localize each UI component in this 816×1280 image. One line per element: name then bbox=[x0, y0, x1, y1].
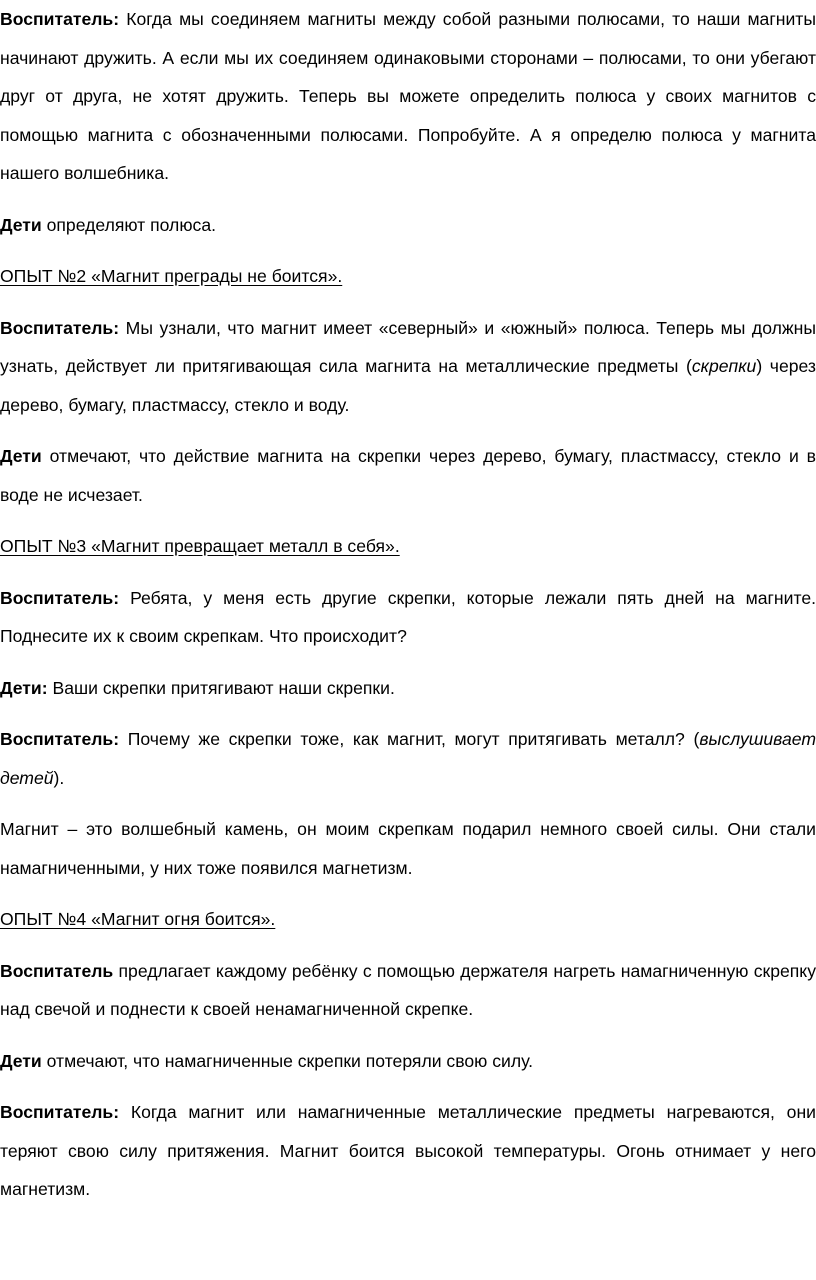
paragraph-text: отмечают, что намагниченные скрепки потеряли свою силу. bbox=[41, 1050, 534, 1071]
paragraph-text: Мы узнали, что магнит имеет «северный» и «южный» полюса. Теперь мы должны узнать, действует ли притягивающая сила магнита на металлические предметы ( bbox=[0, 317, 816, 376]
paragraph-children-lost-power bbox=[0, 1042, 816, 1081]
paragraph-children-note-barriers bbox=[0, 437, 816, 514]
paragraph-educator-conclusion bbox=[0, 1093, 816, 1209]
speaker-label: Дети: bbox=[0, 677, 48, 698]
speaker-label: Воспитатель: bbox=[0, 317, 120, 338]
paragraph-educator-clips bbox=[0, 579, 816, 656]
speaker-label: Воспитатель: bbox=[0, 729, 120, 749]
paragraph-educator-why bbox=[0, 720, 816, 797]
speaker-label: Дети bbox=[0, 446, 42, 466]
paragraph-magic-stone: Магнит – это волшебный камень, он моим скрепкам подарил немного своей силы. Они стали намагниченными, у них тоже появился магнетизм. bbox=[0, 819, 816, 878]
paragraph-educator-barriers bbox=[0, 309, 816, 425]
paragraph-text: ). bbox=[53, 767, 65, 788]
paragraph-text: предлагает каждому ребёнку с помощью держателя нагреть намагниченную скрепку над свечой и поднести к своей ненамагниченной скрепке. bbox=[0, 960, 816, 1019]
speaker-label: Дети bbox=[0, 214, 42, 235]
paragraph-children-determine bbox=[0, 206, 816, 245]
experiment-3-heading: ОПЫТ №3 «Магнит превращает металл в себя». bbox=[0, 536, 400, 556]
experiment-2-heading: ОПЫТ №2 «Магнит преграды не боится». bbox=[0, 266, 343, 286]
speaker-label: Дети bbox=[0, 1050, 42, 1071]
paragraph-educator-poles bbox=[0, 0, 816, 193]
paragraph-children-clips bbox=[0, 669, 816, 708]
paragraph-text: Когда магнит или намагниченные металлические предметы нагреваются, они теряют свою силу притяжения. Магнит боится высокой температуры. Огонь отнимает у него магнетизм. bbox=[0, 1102, 816, 1199]
paragraph-text: Ребята, у меня есть другие скрепки, которые лежали пять дней на магните. Поднесите их к своим скрепкам. Что происходит? bbox=[0, 587, 816, 646]
paragraph-text: ) через дерево, бумагу, пластмассу, стекло и воду. bbox=[0, 356, 816, 415]
speaker-label: Воспитатель bbox=[0, 960, 114, 981]
paragraph-text: Почему же скрепки тоже, как магнит, могут притягивать металл? ( bbox=[119, 729, 700, 749]
italic-text: скрепки bbox=[691, 356, 757, 376]
paragraph-text: Когда мы соединяем магниты между собой разными полюсами, то наши магниты начинают дружить. А если мы их соединяем одинаковыми сторонами – полюсами, то они убегают друг от друга, не хотят дружить. Теперь вы можете определить полюса у своих магнитов с помощью магнита с обозначенными полюсами. Попробуйте. А я определю полюса у магнита нашего волшебника. bbox=[0, 9, 816, 183]
italic-text: выслушивает детей bbox=[0, 729, 816, 788]
experiment-4-heading: ОПЫТ №4 «Магнит огня боится». bbox=[0, 909, 276, 929]
paragraph-text: Ваши скрепки притягивают наши скрепки. bbox=[47, 677, 395, 698]
speaker-label: Воспитатель: bbox=[0, 9, 120, 29]
paragraph-text: отмечают, что действие магнита на скрепки через дерево, бумагу, пластмассу, стекло и в воде не исчезает. bbox=[0, 446, 816, 505]
paragraph-educator-heat bbox=[0, 952, 816, 1029]
speaker-label: Воспитатель: bbox=[0, 587, 120, 608]
paragraph-text: определяют полюса. bbox=[41, 214, 216, 235]
speaker-label: Воспитатель: bbox=[0, 1102, 120, 1122]
